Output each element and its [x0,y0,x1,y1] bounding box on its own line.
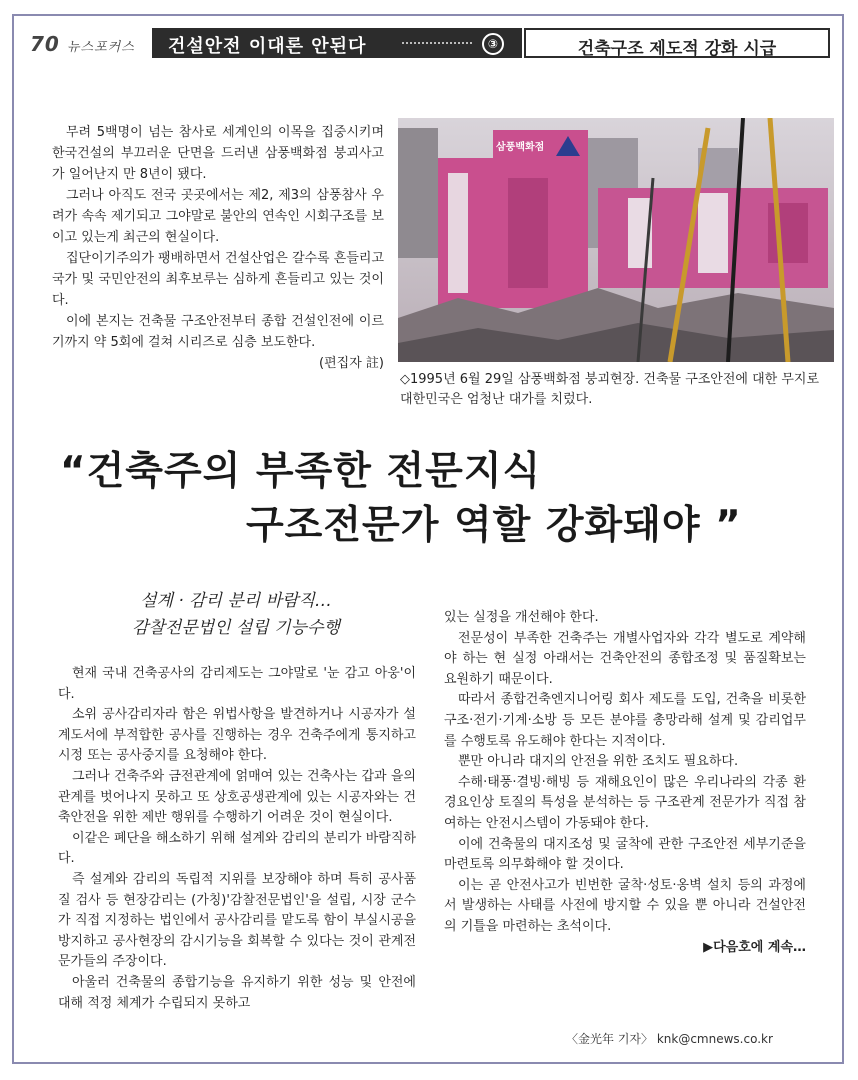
body-column-right [444,608,806,958]
body-column-left [58,664,416,1014]
body-paragraph: 소위 공사감리자라 함은 위법사항을 발견하거나 시공자가 설계도서에 부적합한 공사를 진행하는 경우 건축주에게 통지하고 시정 또는 공사중지를 요청해야 한다. [58,707,416,764]
body-paragraph: 이에 건축물의 대지조성 및 굴착에 관한 구조안전 세부기준을 마련토록 의무화해야 할 것이다. [444,836,806,873]
headline-line-2: 구조전문가 역할 강화돼야 ” [246,503,742,548]
logo-number: 70 [30,32,60,56]
intro-paragraph: 집단이기주의가 팽배하면서 건설산업은 갈수록 흔들리고 국가 및 국민안전의 최후보루는 심하게 흔들리고 있는 것이다. [52,251,384,308]
body-paragraph: 이는 곧 안전사고가 빈번한 굴착·성토·옹벽 설치 등의 과정에서 발생하는 사태를 사전에 방지할 수 있을 뿐 아니라 건설안전의 기틀을 마련하는 초석이다. [444,877,806,934]
body-paragraph: 따라서 종합건축엔지니어링 회사 제도를 도입, 건축을 비롯한 구조·전기·기계·소방 등 모든 분야를 총망라해 설계 및 감리업무를 수행토록 유도해야 한다는 지적이다. [444,692,806,749]
headline-line-1: “건축주의 부족한 전문지식 [60,449,542,494]
series-banner [152,28,522,58]
masthead [24,28,832,58]
body-paragraph: 전문성이 부족한 건축주는 개별사업자와 각각 별도로 계약해야 하는 현 실정 아래서는 건축안전의 종합조정 및 품질확보는 요원하기 때문이다. [444,630,806,687]
series-number: ③ [482,33,504,55]
photo-caption: ◇1995년 6월 29일 삼풍백화점 붕괴현장. 건축물 구조안전에 대한 무지로 대한민국은 엄청난 대가를 치렀다. [400,372,820,407]
body-paragraph: 있는 실정을 개선해야 한다. [444,610,599,625]
body-paragraph: 현재 국내 건축공사의 감리제도는 그야말로 '눈 감고 아웅'이다. [58,666,416,702]
body-paragraph: 이같은 폐단을 해소하기 위해 설계와 감리의 분리가 바람직하다. [58,830,416,867]
series-title: 건설안전 이대론 안된다 [168,36,367,57]
subheadline [60,588,412,642]
body-paragraph: 아울러 건축물의 종합기능을 유지하기 위한 성능 및 안전에 대해 적정 체계가 수립되지 못하고 [58,974,416,1011]
collapse-site-photo [398,118,834,362]
series-divider [402,42,472,44]
intro-text [52,122,384,374]
photo-sign-text: 삼풍백화점 [496,142,545,153]
subheadline-line-2: 감찰전문법인 설립 기능수행 [132,618,340,638]
body-paragraph: 즉 설계와 감리의 독립적 지위를 보장해야 하며 특히 공사품질 검사 등 현장감리는 (가칭)'감찰전문법인'을 설립, 시장 군수가 직접 지정하는 법인에서 공사감리를 맡도록 함이 부실시공을 방지하고 공사현장의 감시기능을 회복할 수 있다는 것이 관계전문가들의 주장이다. [58,871,416,970]
continue-note: ▶다음호에 계속… [703,939,806,955]
subheadline-line-1: 설계 · 감리 분리 바람직… [140,591,332,611]
body-paragraph: 그러나 건축주와 금전관계에 얽매여 있는 건축사는 갑과 을의 관계를 벗어나지 못하고 또 상호공생관계에 있는 시공자와는 건축안전을 위한 제반 행위를 수행하기 어려운 것이 현실이다. [58,768,416,826]
collapse-photo-illustration [398,118,834,362]
section-logo [30,32,135,56]
logo-text: 뉴스포커스 [66,40,135,55]
body-paragraph: 수해·태풍·결빙·해빙 등 재해요인이 많은 우리나라의 각종 환경요인상 토질의 특성을 분석하는 등 구조관계 전문가가 직접 참여하는 안전시스템이 가동돼야 한다. [444,774,806,831]
intro-paragraph: 그러나 아직도 전국 곳곳에서는 제2, 제3의 삼풍참사 우려가 속속 제기되고 그야말로 불안의 연속인 시회구조를 보이고 있는게 최근의 현실이다. [52,188,384,245]
intro-paragraph: 무려 5백명이 넘는 참사로 세계인의 이목을 집중시키며 한국건설의 부끄러운 단면을 드러낸 삼풍백화점 붕괴사고가 일어난지 만 8년이 됐다. [52,125,384,182]
byline: 〈金光年 기자〉 knk@cmnews.co.kr [566,1032,773,1046]
topic-title: 건축구조 제도적 강화 시급 [577,39,777,59]
body-paragraph: 뿐만 아니라 대지의 안전을 위한 조치도 필요하다. [458,754,739,770]
editor-note: (편집자 註) [319,356,384,371]
topic-banner [524,28,830,58]
intro-paragraph: 이에 본지는 건축물 구조안전부터 종합 건설인전에 이르기까지 약 5회에 걸쳐 시리즈로 심층 보도한다. [52,314,384,350]
